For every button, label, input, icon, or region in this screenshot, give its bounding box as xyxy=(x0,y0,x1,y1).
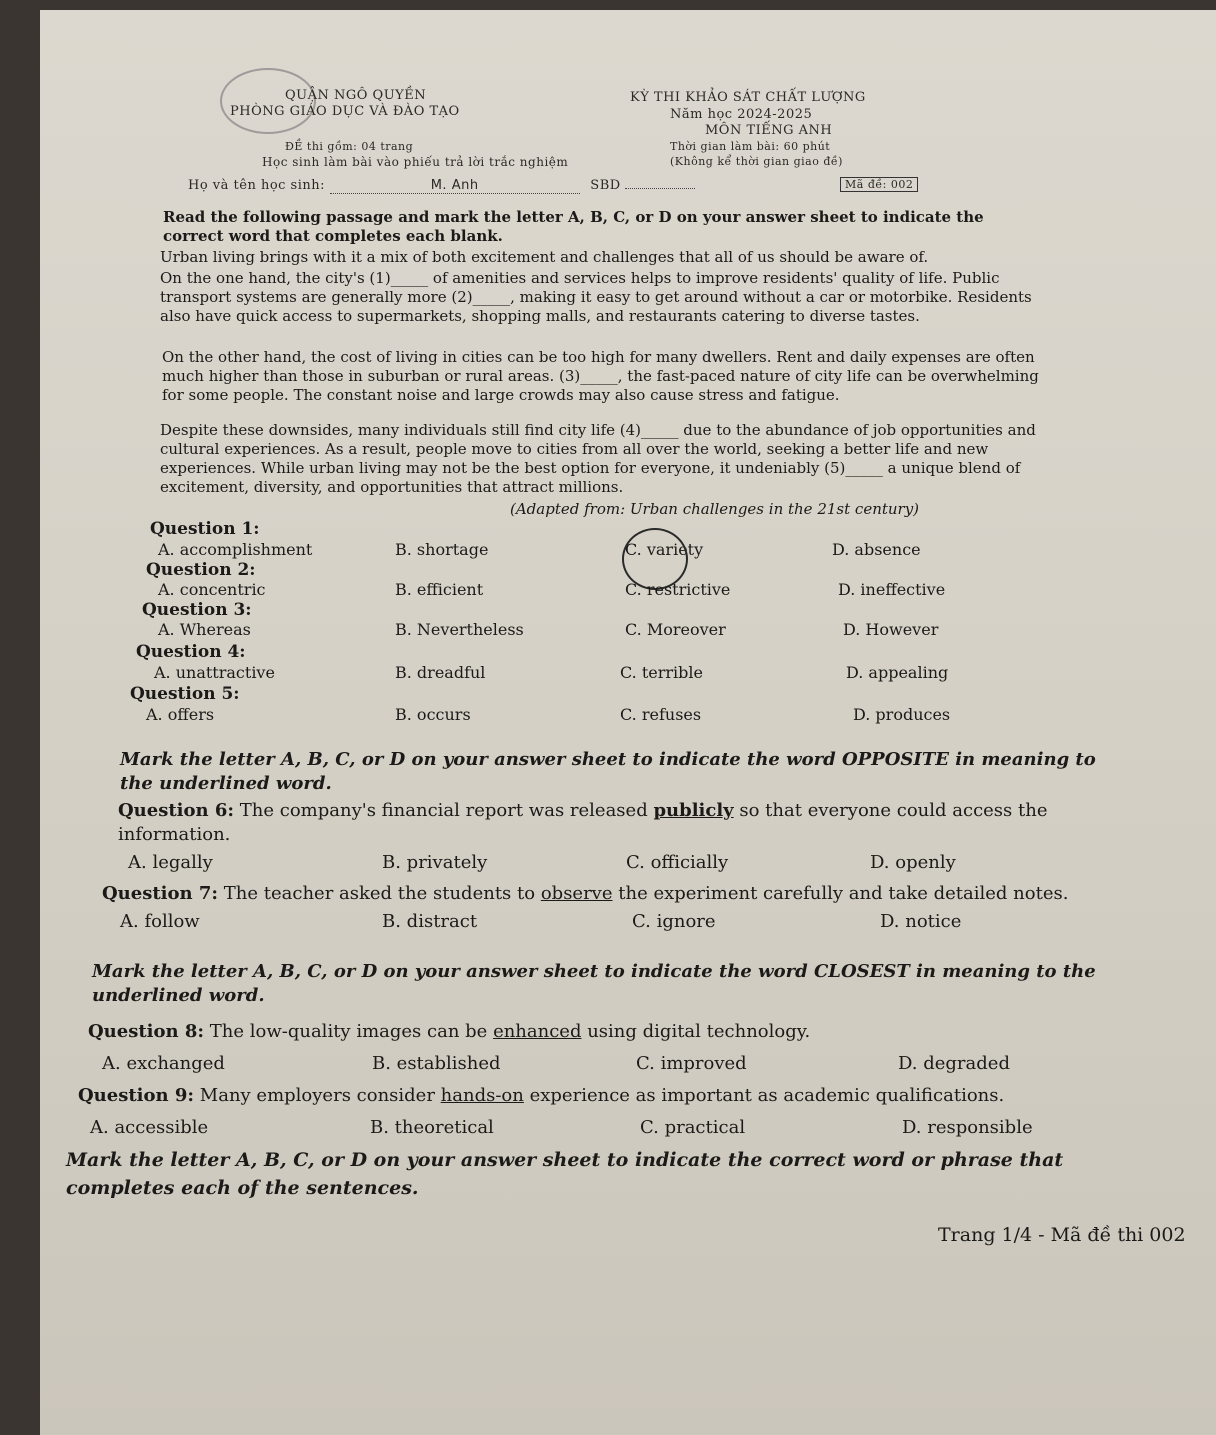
section-complete-instruction: Mark the letter A, B, C, or D on your answer sheet to indicate the correct word or phrase that completes each of the sentences. xyxy=(66,1149,1064,1199)
student-name-row xyxy=(188,178,695,194)
passage-instruction: Read the following passage and mark the letter A, B, C, or D on your answer sheet to indicate the correct word that completes each blank. xyxy=(163,208,984,245)
q9-option-b: B. theoretical xyxy=(370,1117,494,1138)
q2-option-a: A. concentric xyxy=(158,580,266,599)
q5-option-a: A. offers xyxy=(146,705,215,724)
q6-option-b: B. privately xyxy=(382,852,488,873)
exam-time: Thời gian làm bài: 60 phút xyxy=(670,140,831,153)
school-year: Năm học 2024-2025 xyxy=(670,107,813,122)
exam-time-note: (Không kể thời gian giao đề) xyxy=(670,155,843,168)
q6-text-post: so that everyone could access the information. xyxy=(118,800,1048,845)
q9-option-d: D. responsible xyxy=(902,1117,1033,1138)
page-footer: Trang 1/4 - Mã đề thi 002 xyxy=(938,1224,1186,1246)
org-line1: PHÒNG GIÁO DỤC VÀ ĐÀO TẠO xyxy=(230,104,460,119)
q2-option-b: B. efficient xyxy=(395,580,484,599)
q8-label: Question 8: xyxy=(88,1021,205,1042)
q1-option-a: A. accomplishment xyxy=(158,540,313,559)
q8-option-d: D. degraded xyxy=(898,1053,1010,1074)
q3-option-c: C. Moreover xyxy=(625,620,726,639)
q7-option-c: C. ignore xyxy=(632,911,716,932)
q6-underlined-word: publicly xyxy=(653,800,734,821)
q5-option-c: C. refuses xyxy=(620,705,702,724)
q7-text-pre: The teacher asked the students to xyxy=(223,883,536,904)
sbd-blank xyxy=(625,188,695,189)
q7-option-b: B. distract xyxy=(382,911,478,932)
student-name-handwritten: M. Anh xyxy=(330,178,580,194)
q9-label: Question 9: xyxy=(78,1085,195,1106)
q2-option-c: C. restrictive xyxy=(625,580,731,599)
q8-underlined-word: enhanced xyxy=(493,1021,582,1042)
sbd-label: SBD xyxy=(590,178,621,193)
q7-option-d: D. notice xyxy=(880,911,962,932)
passage-para-3: On the other hand, the cost of living in cities can be too high for many dwellers. Rent and daily expenses are often much higher than those in suburban or rural areas. (3)_____, the fast-paced nature of city life can be overwhelming for some people. The constant noise and large crowds may also cause stress and fatigue. xyxy=(162,348,1039,404)
passage-para-4: Despite these downsides, many individuals still find city life (4)_____ due to the abundance of job opportunities and cultural experiences. As a result, people move to cities from all over the world, seeking a better life and new experiences. While urban living may not be the best option for everyone, it undeniably (5)_____ a unique blend of excitement, diversity, and opportunities that attract millions. xyxy=(160,421,1036,496)
passage-para-2: On the one hand, the city's (1)_____ of amenities and services helps to improve residents' quality of life. Public transport systems are generally more (2)_____, making it easy to get around without a car or motorbike. Residents also have quick access to supermarkets, shopping malls, and restaurants catering to diverse tastes. xyxy=(160,269,1032,325)
q3-option-a: A. Whereas xyxy=(158,620,251,639)
question-3-label: Question 3: xyxy=(142,600,252,620)
q6-label: Question 6: xyxy=(118,800,235,821)
passage-source: (Adapted from: Urban challenges in the 21st century) xyxy=(510,500,920,518)
q7-label: Question 7: xyxy=(102,883,219,904)
q8-text-pre: The low-quality images can be xyxy=(209,1021,488,1042)
q9-option-c: C. practical xyxy=(640,1117,746,1138)
q3-option-d: D. However xyxy=(843,620,939,639)
question-2-label: Question 2: xyxy=(146,560,256,580)
section-closest-instruction: Mark the letter A, B, C, or D on your answer sheet to indicate the word CLOSEST in meaning to the underlined word. xyxy=(92,961,1096,1006)
q4-option-a: A. unattractive xyxy=(154,663,275,682)
q6-text-pre: The company's financial report was released xyxy=(239,800,648,821)
q1-option-c: C. variety xyxy=(625,540,704,559)
q5-option-b: B. occurs xyxy=(395,705,471,724)
exam-paper xyxy=(40,10,1216,1435)
q6-option-d: D. openly xyxy=(870,852,956,873)
question-9 xyxy=(78,1084,1128,1108)
q9-option-a: A. accessible xyxy=(90,1117,209,1138)
q1-option-b: B. shortage xyxy=(395,540,489,559)
q8-text-post: using digital technology. xyxy=(587,1021,811,1042)
q7-option-a: A. follow xyxy=(120,911,200,932)
subject: MÔN TIẾNG ANH xyxy=(705,123,833,138)
q8-option-a: A. exchanged xyxy=(102,1053,225,1074)
q2-option-d: D. ineffective xyxy=(838,580,946,599)
q4-option-c: C. terrible xyxy=(620,663,703,682)
q9-text-post: experience as important as academic qualifications. xyxy=(529,1085,1005,1106)
q5-option-d: D. produces xyxy=(853,705,951,724)
question-4-label: Question 4: xyxy=(136,642,246,662)
question-1-label: Question 1: xyxy=(150,519,260,539)
q6-option-c: C. officially xyxy=(626,852,729,873)
question-5-label: Question 5: xyxy=(130,684,240,704)
question-8 xyxy=(88,1020,1118,1044)
question-7 xyxy=(102,882,1112,906)
q7-underlined-word: observe xyxy=(540,883,613,904)
section-opposite-instruction: Mark the letter A, B, C, or D on your answer sheet to indicate the word OPPOSITE in meaning to the underlined word. xyxy=(120,749,1096,794)
passage-para-1: Urban living brings with it a mix of both excitement and challenges that all of us should be aware of. xyxy=(160,248,929,266)
exam-code-box: Mã đề: 002 xyxy=(840,177,918,192)
q8-option-b: B. established xyxy=(372,1053,501,1074)
q9-underlined-word: hands-on xyxy=(440,1085,524,1106)
q1-option-d: D. absence xyxy=(832,540,921,559)
q3-option-b: B. Nevertheless xyxy=(395,620,524,639)
question-6 xyxy=(118,799,1108,847)
org-top: QUẬN NGÔ QUYỀN xyxy=(285,88,427,103)
q7-text-post: the experiment carefully and take detailed notes. xyxy=(618,883,1069,904)
org-line3: Học sinh làm bài vào phiếu trả lời trắc nghiệm xyxy=(262,155,569,169)
q4-option-d: D. appealing xyxy=(846,663,949,682)
student-name-label: Họ và tên học sinh: xyxy=(188,178,326,193)
exam-title: KỲ THI KHẢO SÁT CHẤT LƯỢNG xyxy=(630,90,866,105)
org-line2: ĐỀ thi gồm: 04 trang xyxy=(285,140,414,153)
q8-option-c: C. improved xyxy=(636,1053,747,1074)
q6-option-a: A. legally xyxy=(128,852,213,873)
q9-text-pre: Many employers consider xyxy=(199,1085,435,1106)
q4-option-b: B. dreadful xyxy=(395,663,486,682)
